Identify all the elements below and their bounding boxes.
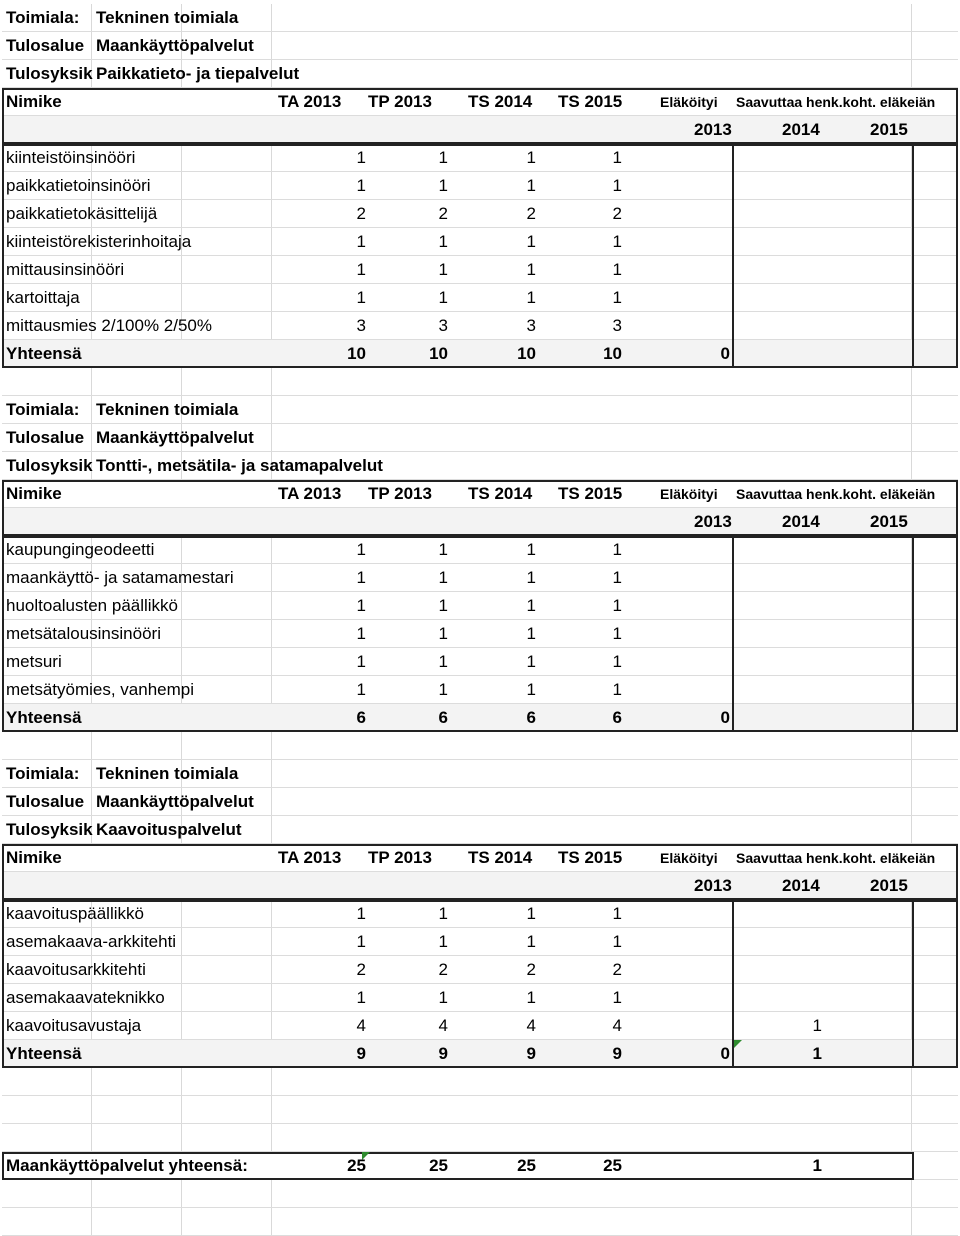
header-year-2014: 2014: [782, 120, 820, 139]
header-elakoityi: Eläköityi: [660, 486, 718, 502]
value-ts2015: 1: [612, 540, 622, 559]
spreadsheet: [2, 4, 958, 1236]
value-tp2013: 1: [438, 288, 448, 307]
value-ts2015: 2: [612, 204, 622, 223]
tulosyksikko-value: Kaavoituspalvelut: [96, 820, 242, 839]
value-ta2013: 1: [356, 176, 366, 195]
header-ts2015: TS 2015: [558, 92, 623, 111]
toimiala-label: Toimiala:: [6, 8, 80, 27]
table-row: [2, 928, 958, 956]
value-ts2014: 1: [526, 232, 536, 251]
header-year-2013: 2013: [694, 512, 732, 531]
value-ts2014: 1: [526, 288, 536, 307]
value-tp2013: 1: [438, 540, 448, 559]
table-row: [2, 172, 958, 200]
value-ta2013: 1: [356, 568, 366, 587]
value-ts2014: 1: [526, 260, 536, 279]
value-ta2013: 1: [356, 232, 366, 251]
value-ta2013: 1: [356, 652, 366, 671]
value-ta2013: 1: [356, 624, 366, 643]
value-ts2014: 3: [526, 316, 536, 335]
tulosalue-value: Maankäyttöpalvelut: [96, 428, 254, 447]
value-ta2013: 1: [356, 260, 366, 279]
header-tp2013: TP 2013: [368, 484, 432, 503]
value-tp2013: 1: [438, 260, 448, 279]
header-tp2013: TP 2013: [368, 848, 432, 867]
value-ta2013: 1: [356, 988, 366, 1007]
value-tp2013: 1: [438, 932, 448, 951]
value-ts2014: 2: [526, 960, 536, 979]
value-ts2014: 1: [526, 988, 536, 1007]
table-row: [2, 1012, 958, 1040]
table-row: [2, 144, 958, 172]
job-title: huoltoalusten päällikkö: [6, 596, 179, 615]
header-nimike: Nimike: [6, 484, 62, 503]
value-tp2013: 1: [438, 680, 448, 699]
empty-row: [2, 1208, 958, 1236]
value-ts2014: 1: [526, 932, 536, 951]
job-title: kiinteistörekisterinhoitaja: [6, 232, 192, 251]
total-ts2015: 6: [612, 708, 622, 727]
value-ta2013: 4: [356, 1016, 366, 1035]
header-ts2015: TS 2015: [558, 848, 623, 867]
value-ts2015: 1: [612, 232, 622, 251]
value-ta2013: 1: [356, 596, 366, 615]
header-ts2014: TS 2014: [468, 484, 533, 503]
header-row: [2, 88, 958, 116]
value-ts2015: 1: [612, 624, 622, 643]
value-tp2013: 1: [438, 904, 448, 923]
header-nimike: Nimike: [6, 92, 62, 111]
value-ts2014: 1: [526, 904, 536, 923]
job-title: maankäyttö- ja satamamestari: [6, 568, 234, 587]
value-tp2013: 1: [438, 624, 448, 643]
header-row: [2, 480, 958, 508]
tulosyksikko-label: Tulosyksik: [6, 820, 93, 839]
total-elakoityi: 0: [720, 344, 730, 363]
value-ts2015: 1: [612, 568, 622, 587]
value-tp2013: 1: [438, 148, 448, 167]
empty-row: [2, 1124, 958, 1152]
job-title: kaavoitusavustaja: [6, 1016, 142, 1035]
empty-row: [2, 732, 958, 760]
toimiala-value: Tekninen toimiala: [96, 400, 239, 419]
table-row: [2, 676, 958, 704]
value-ts2014: 1: [526, 176, 536, 195]
tulosyksikko-value: Tontti-, metsätila- ja satamapalvelut: [96, 456, 383, 475]
total-row: [2, 704, 958, 732]
header-year-2015: 2015: [870, 876, 908, 895]
value-ts2015: 3: [612, 316, 622, 335]
value-ts2014: 4: [526, 1016, 536, 1035]
toimiala-label: Toimiala:: [6, 400, 80, 419]
total-ts2014: 6: [526, 708, 536, 727]
total-ts2014: 10: [517, 344, 536, 363]
header-tp2013: TP 2013: [368, 92, 432, 111]
value-ts2015: 1: [612, 176, 622, 195]
header-year-2015: 2015: [870, 512, 908, 531]
total-tp2013: 6: [438, 708, 448, 727]
job-title: kartoittaja: [6, 288, 80, 307]
value-ts2015: 1: [612, 596, 622, 615]
tulosyksikko-label: Tulosyksik: [6, 456, 93, 475]
value-ts2014: 1: [526, 596, 536, 615]
toimiala-value: Tekninen toimiala: [96, 8, 239, 27]
comment-indicator-icon[interactable]: [734, 1040, 742, 1048]
header-year-2013: 2013: [694, 120, 732, 139]
value-ts2014: 1: [526, 540, 536, 559]
total-row: [2, 340, 958, 368]
empty-row: [2, 1068, 958, 1096]
value-tp2013: 1: [438, 988, 448, 1007]
meta-row-tulosalue: [2, 424, 958, 452]
job-title: asemakaava-arkkitehti: [6, 932, 177, 951]
job-title: kaavoituspäällikkö: [6, 904, 144, 923]
total-elakoityi: 0: [720, 1044, 730, 1063]
header-nimike: Nimike: [6, 848, 62, 867]
header-years-row: [2, 872, 958, 900]
header-year-2014: 2014: [782, 512, 820, 531]
value-ts2015: 1: [612, 260, 622, 279]
table-row: [2, 256, 958, 284]
value-ta2013: 2: [356, 960, 366, 979]
grand-total-tp2013: 25: [429, 1156, 448, 1175]
value-ta2013: 1: [356, 148, 366, 167]
total-tp2013: 10: [429, 344, 448, 363]
value-tp2013: 1: [438, 232, 448, 251]
table-row: [2, 536, 958, 564]
header-row: [2, 844, 958, 872]
meta-row-tulosyksikko: [2, 816, 958, 844]
value-ts2014: 1: [526, 680, 536, 699]
meta-row-toimiala: [2, 760, 958, 788]
value-ta2013: 3: [356, 316, 366, 335]
job-title: mittausinsinööri: [6, 260, 125, 279]
value-ts2014: 1: [526, 624, 536, 643]
table-row: [2, 592, 958, 620]
header-elakoityi: Eläköityi: [660, 850, 718, 866]
table-row: [2, 900, 958, 928]
value-ts2014: 2: [526, 204, 536, 223]
meta-row-toimiala: [2, 4, 958, 32]
value-tp2013: 3: [438, 316, 448, 335]
value-ts2015: 1: [612, 680, 622, 699]
value-ts2015: 1: [612, 148, 622, 167]
empty-row: [2, 1180, 958, 1208]
value-tp2013: 1: [438, 652, 448, 671]
header-years-row: [2, 508, 958, 536]
meta-row-tulosyksikko: [2, 60, 958, 88]
meta-row-tulosalue: [2, 788, 958, 816]
value-tp2013: 4: [438, 1016, 448, 1035]
header-saavuttaa: Saavuttaa henk.koht. eläkeiän: [736, 486, 936, 502]
header-elakoityi: Eläköityi: [660, 94, 718, 110]
header-ts2015: TS 2015: [558, 484, 623, 503]
total-2014: 1: [812, 1044, 822, 1063]
table-row: [2, 564, 958, 592]
header-year-2014: 2014: [782, 876, 820, 895]
header-saavuttaa: Saavuttaa henk.koht. eläkeiän: [736, 94, 936, 110]
total-label: Yhteensä: [6, 708, 82, 727]
meta-row-tulosalue: [2, 32, 958, 60]
table-row: [2, 284, 958, 312]
total-ta2013: 10: [347, 344, 366, 363]
total-ts2014: 9: [526, 1044, 536, 1063]
table-row: [2, 956, 958, 984]
tulosalue-label: Tulosalue: [6, 36, 85, 55]
value-tp2013: 2: [438, 204, 448, 223]
value-ts2014: 1: [526, 148, 536, 167]
value-ta2013: 1: [356, 680, 366, 699]
grand-total-ta2013: 25: [347, 1156, 366, 1175]
job-title: kiinteistöinsinööri: [6, 148, 136, 167]
value-ts2015: 1: [612, 288, 622, 307]
value-tp2013: 1: [438, 568, 448, 587]
job-title: metsätalousinsinööri: [6, 624, 161, 643]
value-ts2014: 1: [526, 652, 536, 671]
total-ta2013: 9: [356, 1044, 366, 1063]
header-saavuttaa: Saavuttaa henk.koht. eläkeiän: [736, 850, 936, 866]
toimiala-value: Tekninen toimiala: [96, 764, 239, 783]
header-ta2013: TA 2013: [278, 848, 342, 867]
empty-row: [2, 368, 958, 396]
header-years-row: [2, 116, 958, 144]
table-row: [2, 312, 958, 340]
tulosyksikko-label: Tulosyksik: [6, 64, 93, 83]
meta-row-tulosyksikko: [2, 452, 958, 480]
value-ts2015: 4: [612, 1016, 622, 1035]
value-ta2013: 2: [356, 204, 366, 223]
tulosalue-value: Maankäyttöpalvelut: [96, 36, 254, 55]
job-title: mittausmies 2/100% 2/50%: [6, 316, 212, 335]
value-ta2013: 1: [356, 904, 366, 923]
table-row: [2, 620, 958, 648]
table-row: [2, 228, 958, 256]
total-label: Yhteensä: [6, 344, 82, 363]
header-year-2013: 2013: [694, 876, 732, 895]
tulosyksikko-value: Paikkatieto- ja tiepalvelut: [96, 64, 300, 83]
total-elakoityi: 0: [720, 708, 730, 727]
job-title: paikkatietokäsittelijä: [6, 204, 158, 223]
job-title: kaupungingeodeetti: [6, 540, 155, 559]
table-row: [2, 984, 958, 1012]
value-ts2015: 1: [612, 988, 622, 1007]
tulosalue-label: Tulosalue: [6, 428, 85, 447]
job-title: asemakaavateknikko: [6, 988, 165, 1007]
job-title: kaavoitusarkkitehti: [6, 960, 146, 979]
grand-total-ts2015: 25: [603, 1156, 622, 1175]
total-ts2015: 9: [612, 1044, 622, 1063]
value-ts2015: 1: [612, 932, 622, 951]
value-tp2013: 1: [438, 176, 448, 195]
header-ta2013: TA 2013: [278, 92, 342, 111]
table-row: [2, 648, 958, 676]
value-ta2013: 1: [356, 288, 366, 307]
toimiala-label: Toimiala:: [6, 764, 80, 783]
header-year-2015: 2015: [870, 120, 908, 139]
header-ts2014: TS 2014: [468, 92, 533, 111]
job-title: metsuri: [6, 652, 62, 671]
total-ts2015: 10: [603, 344, 622, 363]
job-title: paikkatietoinsinööri: [6, 176, 151, 195]
total-tp2013: 9: [438, 1044, 448, 1063]
header-ta2013: TA 2013: [278, 484, 342, 503]
value-ta2013: 1: [356, 540, 366, 559]
value-ts2015: 1: [612, 904, 622, 923]
table-row: [2, 200, 958, 228]
value-2014: 1: [812, 1016, 822, 1035]
value-ta2013: 1: [356, 932, 366, 951]
grand-total-2014: 1: [812, 1156, 822, 1175]
job-title: metsätyömies, vanhempi: [6, 680, 195, 699]
total-label: Yhteensä: [6, 1044, 82, 1063]
value-tp2013: 2: [438, 960, 448, 979]
total-row: [2, 1040, 958, 1068]
value-ts2014: 1: [526, 568, 536, 587]
value-ts2015: 1: [612, 652, 622, 671]
tulosalue-label: Tulosalue: [6, 792, 85, 811]
meta-row-toimiala: [2, 396, 958, 424]
grand-total-label: Maankäyttöpalvelut yhteensä:: [6, 1156, 248, 1175]
header-ts2014: TS 2014: [468, 848, 533, 867]
grand-total-ts2014: 25: [517, 1156, 536, 1175]
value-ts2015: 2: [612, 960, 622, 979]
comment-indicator-icon[interactable]: [362, 1152, 370, 1160]
grand-total-row: [2, 1152, 958, 1180]
value-tp2013: 1: [438, 596, 448, 615]
tulosalue-value: Maankäyttöpalvelut: [96, 792, 254, 811]
total-ta2013: 6: [356, 708, 366, 727]
empty-row: [2, 1096, 958, 1124]
